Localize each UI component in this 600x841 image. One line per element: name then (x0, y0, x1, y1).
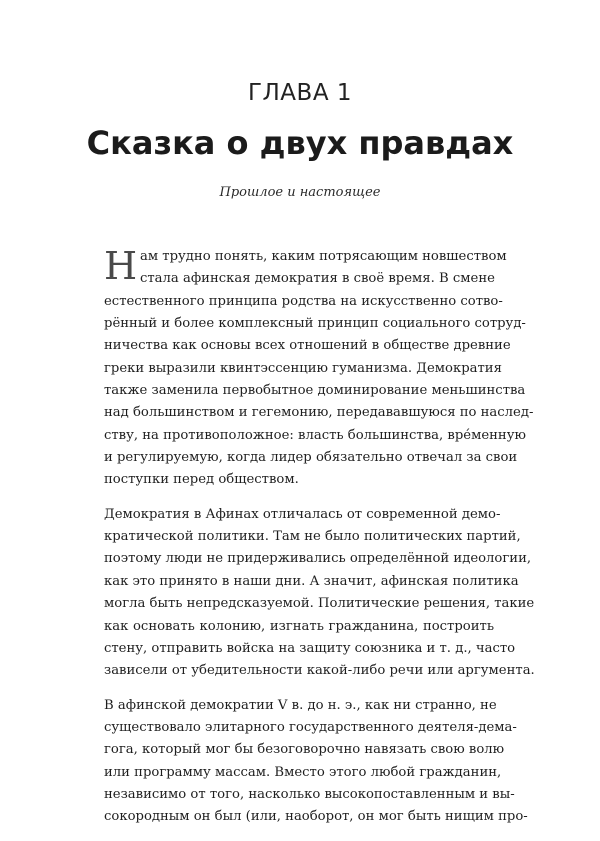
chapter-subtitle: Прошлое и настоящее (219, 185, 381, 200)
text-line: гога, который мог бы безоговорочно навязать свою волю (104, 742, 505, 758)
text-line: также заменила первобытное доминирование меньшинства (104, 383, 526, 399)
paragraph (104, 504, 535, 683)
text-line: независимо от того, насколько высокопоставленным и вы- (104, 786, 515, 802)
text-line: Демократия в Афинах отличалась от современной демо- (104, 506, 501, 522)
text-line: ничества как основы всех отношений в обществе древние (104, 338, 511, 354)
text-line: ам трудно понять, каким потрясающим новшеством (140, 249, 507, 264)
text-line: сокородным он был (или, наоборот, он мог быть нищим про- (104, 809, 528, 825)
text-line: зависели от убедительности какой-либо речи или аргумента. (104, 663, 535, 679)
text-line: В афинской демократии V в. до н. э., как ни странно, не (104, 697, 497, 713)
text-line: и регулируемую, когда лидер обязательно отвечал за свои (104, 450, 518, 466)
text-line: поступки перед обществом. (104, 472, 299, 488)
paragraph (104, 695, 528, 829)
text-line: поэтому люди не придерживались определённой идеологии, (104, 551, 532, 567)
text-line: кратической политики. Там не было политических партий, (104, 529, 521, 545)
paragraph (104, 244, 534, 492)
text-line: греки выразили квинтэссенцию гуманизма. Демократия (104, 360, 502, 376)
text-line: стену, отправить войска на защиту союзника и т. д., часто (104, 640, 516, 656)
text-line: ству, на противоположное: власть большинства, вре́менную (104, 427, 526, 443)
text-line: или программу массам. Вместо этого любой гражданин, (104, 764, 502, 780)
text-line: над большинством и гегемонию, передававшуюся по наслед- (104, 405, 534, 421)
body-text (104, 244, 535, 841)
text-line: как основать колонию, изгнать гражданина, построить (104, 618, 494, 634)
text-line: рённый и более комплексный принцип социального сотруд- (104, 316, 526, 332)
text-line: стала афинская демократия в своё время. В смене (140, 271, 495, 287)
drop-cap: Н (104, 244, 138, 288)
text-line: существовало элитарного государственного деятеля-дема- (104, 719, 517, 735)
text-line: как это принято в наши дни. А значит, афинская политика (104, 573, 519, 589)
text-line: могла быть непредсказуемой. Политические решения, такие (104, 596, 535, 612)
chapter-number: ГЛАВА 1 (247, 80, 352, 106)
chapter-title: Сказка о двух правдах (86, 124, 514, 162)
text-line: естественного принципа родства на искусственно сотво- (104, 293, 503, 309)
